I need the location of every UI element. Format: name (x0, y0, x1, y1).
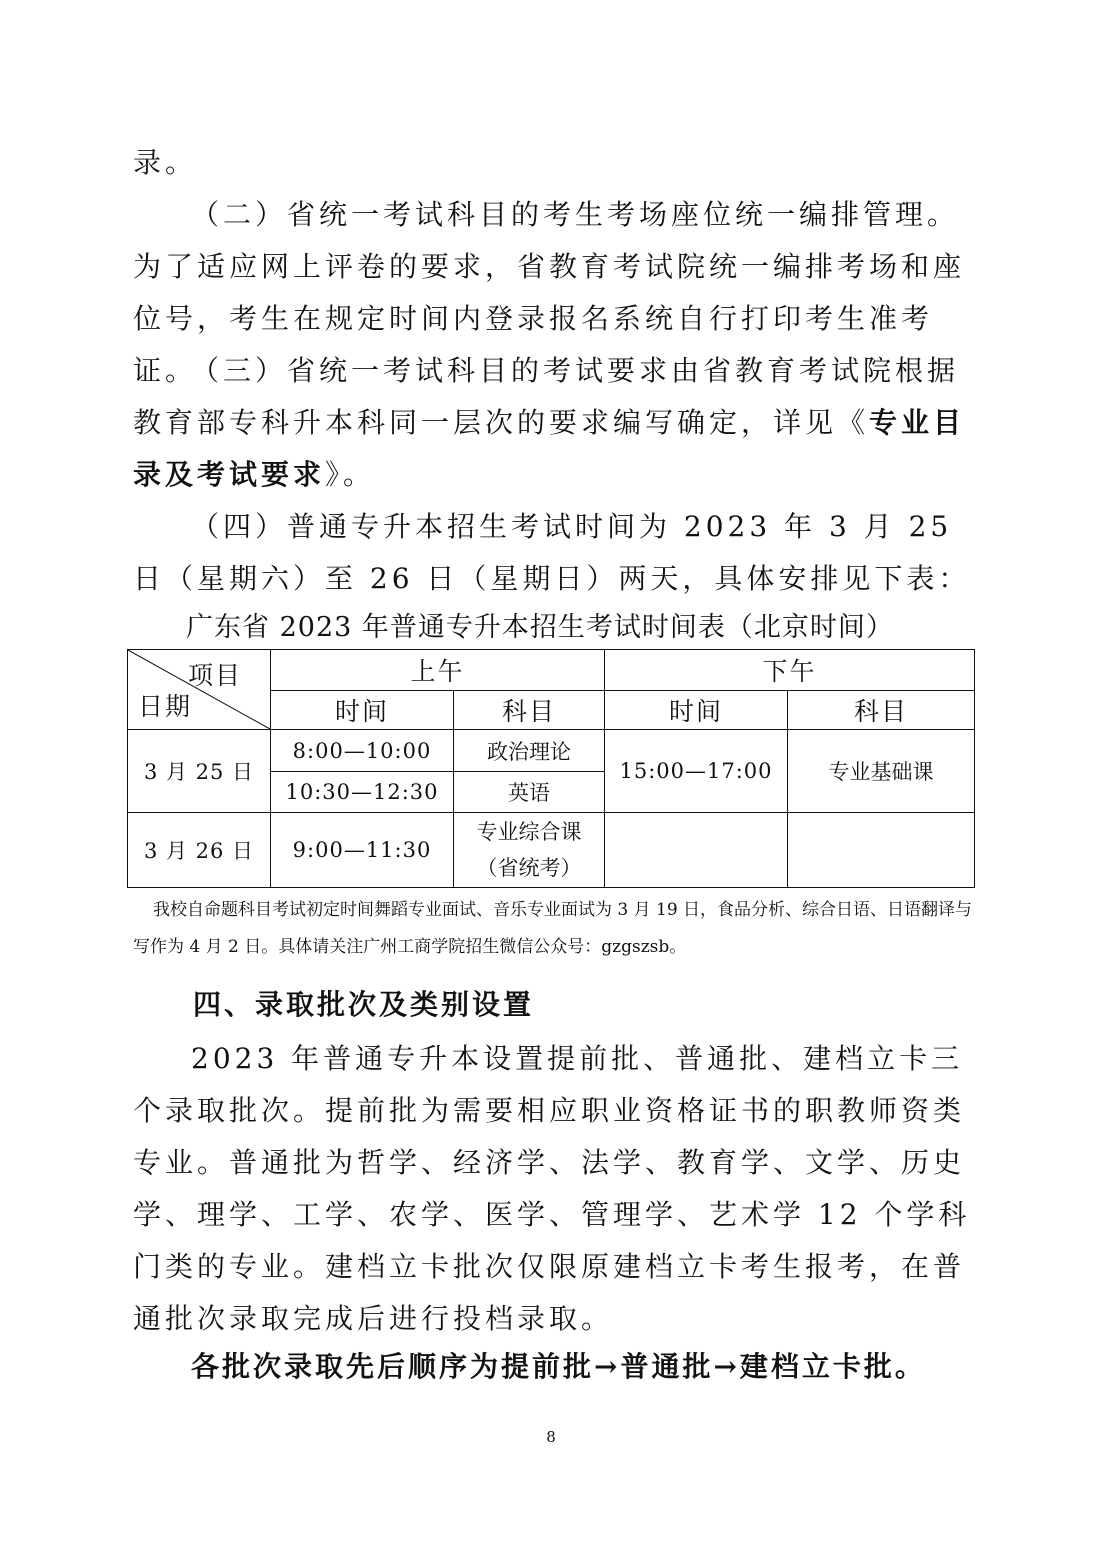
row-pm-time: 15:00—17:00 (605, 730, 788, 813)
page-number: 8 (546, 1428, 556, 1446)
subject-line2: （省统考） (476, 856, 582, 880)
exam-requirements-text: （三）省统一考试科目的考试要求由省教育考试院根据教育部专科升本科同一层次的要求编写确定，详见《 (133, 354, 960, 439)
header-am-subject: 科目 (454, 691, 605, 730)
corner-label-item: 项目 (187, 661, 242, 690)
paragraph-admission-batches: 2023 年普通专升本设置提前批、普通批、建档立卡三个录取批次。提前批为需要相应职业资格证书的职教师资类专业。普通批为哲学、经济学、法学、教育学、文学、历史学、理学、工学、农学、医学、管理学、艺术学 12 个学科门类的专业。建档立卡批次仅限原建档立卡考生报考，在普通批次录取完成后进行投档录取。 (133, 1042, 971, 1335)
corner-label-date: 日期 (138, 692, 193, 721)
paragraph-continuation: 录。 (133, 146, 198, 179)
section-heading: 四、录取批次及类别设置 (193, 988, 535, 1021)
row-am-time: 10:30—12:30 (271, 772, 454, 813)
row-am-time: 8:00—10:00 (271, 730, 454, 772)
row-am-time: 9:00—11:30 (271, 813, 454, 888)
table-corner-cell (128, 650, 271, 730)
row-pm-subject: 专业基础课 (788, 730, 975, 813)
header-afternoon: 下午 (605, 650, 975, 691)
subject-line1: 专业综合课 (476, 820, 582, 844)
paragraph-exam-requirements (133, 345, 973, 501)
row-date: 3 月 25 日 (128, 730, 271, 813)
header-pm-time: 时间 (605, 691, 788, 730)
exam-schedule-table (127, 649, 975, 888)
row-am-subject (454, 813, 605, 888)
table-row (128, 730, 975, 772)
row-pm-subject (788, 813, 975, 888)
header-pm-subject: 科目 (788, 691, 975, 730)
header-morning: 上午 (271, 650, 605, 691)
row-date: 3 月 26 日 (128, 813, 271, 888)
admission-order: 各批次录取先后顺序为提前批→普通批→建档立卡批。 (191, 1350, 926, 1383)
table-caption: 广东省 2023 年普通专升本招生考试时间表（北京时间） (186, 612, 894, 643)
paragraph-exam-time: （四）普通专升本招生考试时间为 2023 年 3 月 25 日（星期六）至 26 日（星期日）两天，具体安排见下表： (133, 510, 971, 595)
exam-requirements-tail: 》。 (325, 458, 376, 491)
table-row (128, 813, 975, 888)
header-am-time: 时间 (271, 691, 454, 730)
paragraph-seat-arrangement: （二）省统一考试科目的考生考场座位统一编排管理。为了适应网上评卷的要求，省教育考试院统一编排考场和座位号，考生在规定时间内登录报名系统自行打印考生准考证。 (133, 198, 966, 387)
row-am-subject: 英语 (454, 772, 605, 813)
row-am-subject: 政治理论 (454, 730, 605, 772)
row-pm-time (605, 813, 788, 888)
catalog-title: 专业目录及考试要求 (133, 406, 966, 491)
table-note: 我校自命题科目考试初定时间舞蹈专业面试、音乐专业面试为 3 月 19 日，食品分析、综合日语、日语翻译与写作为 4 月 2 日。具体请关注广州工商学院招生微信公众号：gzgszsb。 (133, 900, 973, 957)
